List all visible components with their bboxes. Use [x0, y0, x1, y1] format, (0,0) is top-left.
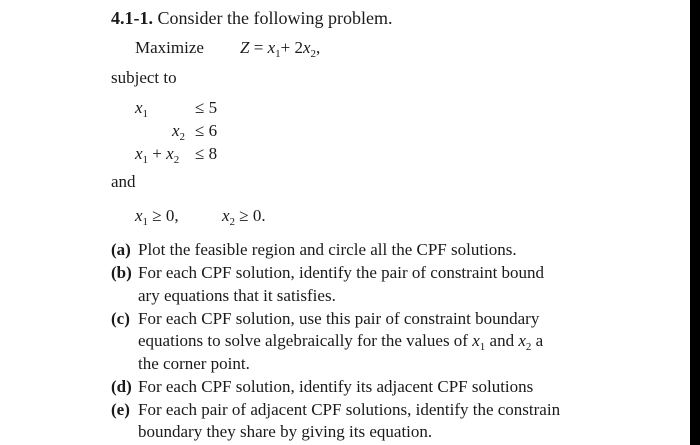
nonneg-2-rel: ≥ 0. [239, 206, 266, 225]
part-c-var-2-sub: 2 [525, 341, 532, 353]
constraint-2-var: x [172, 121, 180, 140]
constraint-3-plus: + [152, 144, 162, 163]
part-c-var-1: x [472, 331, 480, 350]
part-c-joiner: and [489, 331, 515, 350]
part-c-line-1: For each CPF solution, use this pair of constraint boundary [138, 309, 540, 328]
nonneg-1 [135, 206, 179, 228]
part-a-label: (a) [111, 240, 131, 259]
constraint-2-sub: 2 [179, 131, 186, 143]
part-e-line-1: For each pair of adjacent CPF solutions, identify the constrain [138, 400, 561, 419]
part-c-line-2 [138, 331, 543, 353]
nonneg-2-var: x [222, 206, 230, 225]
objective-lhs: Z [240, 38, 250, 57]
problem-heading [111, 8, 392, 28]
constraint-2-lhs [172, 121, 185, 143]
constraint-3-var-1: x [135, 144, 143, 163]
constraint-1-var: x [135, 98, 143, 117]
part-b-line-1: For each CPF solution, identify the pair of constraint bound [138, 263, 545, 282]
part-d-label: (d) [111, 377, 132, 396]
part-b-line-2: ary equations that it satisfies. [138, 286, 336, 305]
nonneg-1-var: x [135, 206, 143, 225]
objective-word: Maximize [135, 38, 204, 57]
part-c-var-1-sub: 1 [479, 341, 486, 353]
obj-var-2-sub: 2 [310, 48, 316, 60]
constraint-1-sub: 1 [142, 108, 149, 120]
obj-var-2: x [302, 38, 311, 57]
nonneg-1-sub: 1 [142, 216, 149, 228]
obj-coef: + 2 [280, 38, 303, 57]
constraint-3-sub-2: 2 [173, 154, 180, 166]
constraint-3-lhs [135, 144, 179, 166]
part-c-tail: a [535, 331, 544, 350]
part-e-line-2: boundary they share by giving its equation. [138, 422, 433, 441]
nonneg-2 [222, 206, 266, 228]
constraint-2-rel: ≤ 6 [195, 121, 218, 140]
nonneg-2-sub: 2 [229, 216, 236, 228]
part-d-line-1: For each CPF solution, identify its adjacent CPF solutions [138, 377, 534, 396]
subject-to-label: subject to [111, 68, 177, 87]
part-c-line-2-text: equations to solve algebraically for the values of [138, 331, 468, 350]
constraint-1-rel: ≤ 5 [195, 98, 218, 117]
part-e-label: (e) [111, 400, 130, 419]
obj-comma: , [316, 38, 321, 57]
constraint-3-sub-1: 1 [142, 154, 149, 166]
constraint-1-lhs [135, 98, 148, 120]
and-label: and [111, 172, 136, 191]
part-b-label: (b) [111, 263, 132, 282]
obj-var-1-sub: 1 [275, 48, 281, 60]
part-c-label: (c) [111, 309, 130, 328]
problem-intro: Consider the following problem. [157, 8, 393, 28]
part-a-line-1: Plot the feasible region and circle all the CPF solutions. [138, 240, 517, 259]
nonneg-1-rel: ≥ 0, [152, 206, 179, 225]
part-c-line-3: the corner point. [138, 354, 250, 373]
obj-var-1: x [267, 38, 276, 57]
objective-function: $Z = x_1+ 2x_2$, [240, 38, 321, 60]
problem-number: 4.1-1. [111, 8, 153, 28]
constraint-3-rel: ≤ 8 [195, 144, 218, 163]
part-c-var-2: x [518, 331, 526, 350]
constraint-3-var-2: x [166, 144, 174, 163]
